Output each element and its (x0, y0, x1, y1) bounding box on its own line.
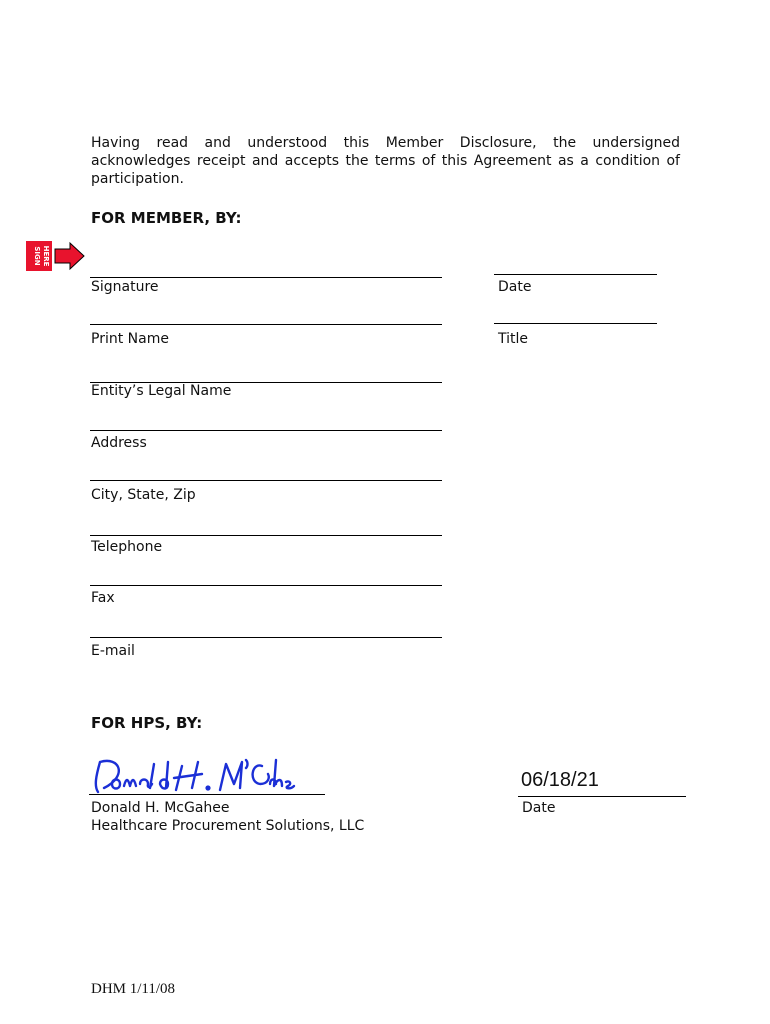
print-name-line[interactable] (90, 324, 442, 325)
address-line[interactable] (90, 430, 442, 431)
footer-code: DHM 1/11/08 (91, 981, 176, 997)
fax-line[interactable] (90, 585, 442, 586)
telephone-label: Telephone (91, 539, 163, 555)
sign-here-word-2: HERE (42, 245, 50, 267)
fax-label: Fax (91, 590, 115, 606)
entity-legal-name-label: Entity’s Legal Name (91, 383, 232, 399)
address-label: Address (91, 435, 147, 451)
hps-signature-line (89, 794, 325, 795)
signature-image (90, 750, 300, 798)
city-state-zip-label: City, State, Zip (91, 487, 196, 503)
member-section-heading: FOR MEMBER, BY: (91, 209, 242, 227)
date-label: Date (498, 279, 532, 295)
signer-name: Donald H. McGahee (91, 800, 230, 816)
sign-here-word-1: SIGN (33, 246, 41, 266)
signature-label: Signature (91, 279, 159, 295)
hps-date-line (518, 796, 686, 797)
signature-line[interactable] (90, 277, 442, 278)
intro-paragraph: Having read and understood this Member Disclosure, the undersigned acknowledges receipt and accepts the terms of this Agreement as a condition of participation. (91, 135, 680, 187)
sign-here-arrow-icon (26, 241, 86, 271)
telephone-line[interactable] (90, 535, 442, 536)
email-line[interactable] (90, 637, 442, 638)
email-label: E-mail (91, 643, 135, 659)
hps-date-value: 06/18/21 (521, 769, 599, 791)
city-state-zip-line[interactable] (90, 480, 442, 481)
hps-date-label: Date (522, 800, 556, 816)
title-line[interactable] (494, 323, 657, 324)
title-label: Title (498, 331, 529, 347)
date-line[interactable] (494, 274, 657, 275)
signer-company: Healthcare Procurement Solutions, LLC (91, 818, 365, 834)
hps-section-heading: FOR HPS, BY: (91, 714, 203, 732)
print-name-label: Print Name (91, 331, 169, 347)
